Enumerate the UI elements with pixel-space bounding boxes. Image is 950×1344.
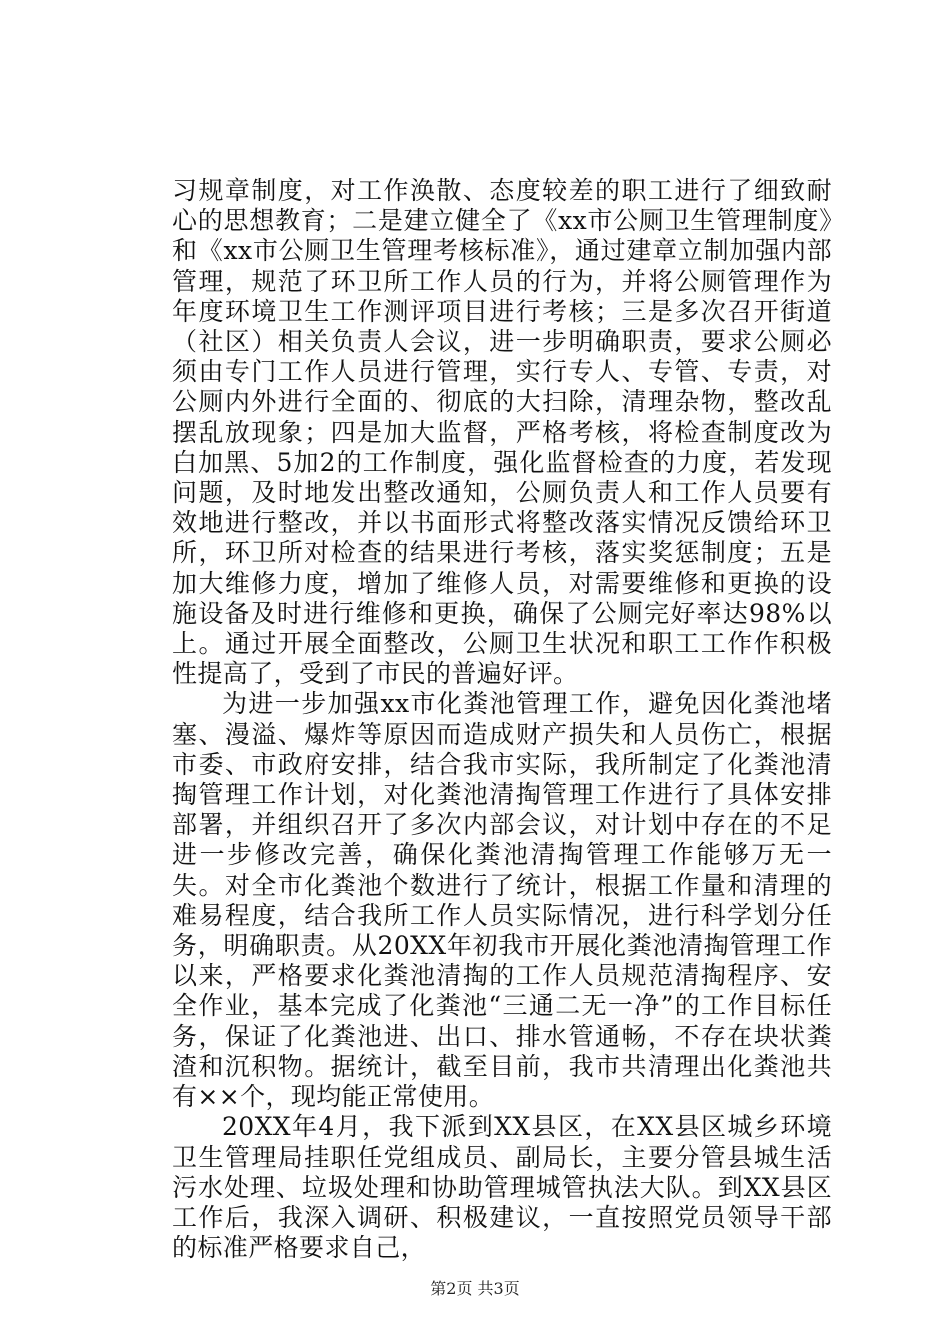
page-footer: 第2页 共3页 xyxy=(430,1279,520,1298)
paragraph-2: 为进一步加强xx市化粪池管理工作，避免因化粪池堵塞、漫溢、爆炸等原因而造成财产损失和人员伤亡，根据市委、市政府安排，结合我市实际，我所制定了化粪池清掏管理工作计划，对化粪池清掏管理工作进行了具体安排部署，并组织召开了多次内部会议，对计划中存在的不足进一步修改完善，确保化粪池清掏管理工作能够万无一失。对全市化粪池个数进行了统计，根据工作量和清理的难易程度，结合我所工作人员实际情况，进行科学划分任务，明确职责。从20XX年初我市开展化粪池清掏管理工作以来，严格要求化粪池清掏的工作人员规范清掏程序、安全作业，基本完成了化粪池“三通二无一净”的工作目标任务，保证了化粪池进、出口、排水管通畅，不存在块状粪渣和沉积物。据统计，截至目前，我市共清理出化粪池共有××个，现均能正常使用。 xyxy=(172,689,832,1112)
paragraph-3: 20XX年4月，我下派到XX县区，在XX县区城乡环境卫生管理局挂职任党组成员、副局长，主要分管县城生活污水处理、垃圾处理和协助管理城管执法大队。到XX县区工作后，我深入调研、积极建议，一直按照党员领导干部的标准严格要求自己， xyxy=(172,1112,832,1263)
paragraph-1: 习规章制度，对工作涣散、态度较差的职工进行了细致耐心的思想教育；二是建立健全了《xx市公厕卫生管理制度》和《xx市公厕卫生管理考核标准》，通过建章立制加强内部管理，规范了环卫所工作人员的行为，并将公厕管理作为年度环境卫生工作测评项目进行考核；三是多次召开街道（社区）相关负责人会议，进一步明确职责，要求公厕必须由专门工作人员进行管理，实行专人、专管、专责，对公厕内外进行全面的、彻底的大扫除，清理杂物，整改乱摆乱放现象；四是加大监督，严格考核，将检查制度改为白加黑、5加2的工作制度，强化监督检查的力度，若发现问题，及时地发出整改通知，公厕负责人和工作人员要有效地进行整改，并以书面形式将整改落实情况反馈给环卫所，环卫所对检查的结果进行考核，落实奖惩制度；五是加大维修力度，增加了维修人员，对需要维修和更换的设施设备及时进行维修和更换，确保了公厕完好率达98%以上。通过开展全面整改，公厕卫生状况和职工工作作积极性提高了，受到了市民的普遍好评。 xyxy=(172,176,832,689)
document-body xyxy=(172,176,832,1263)
